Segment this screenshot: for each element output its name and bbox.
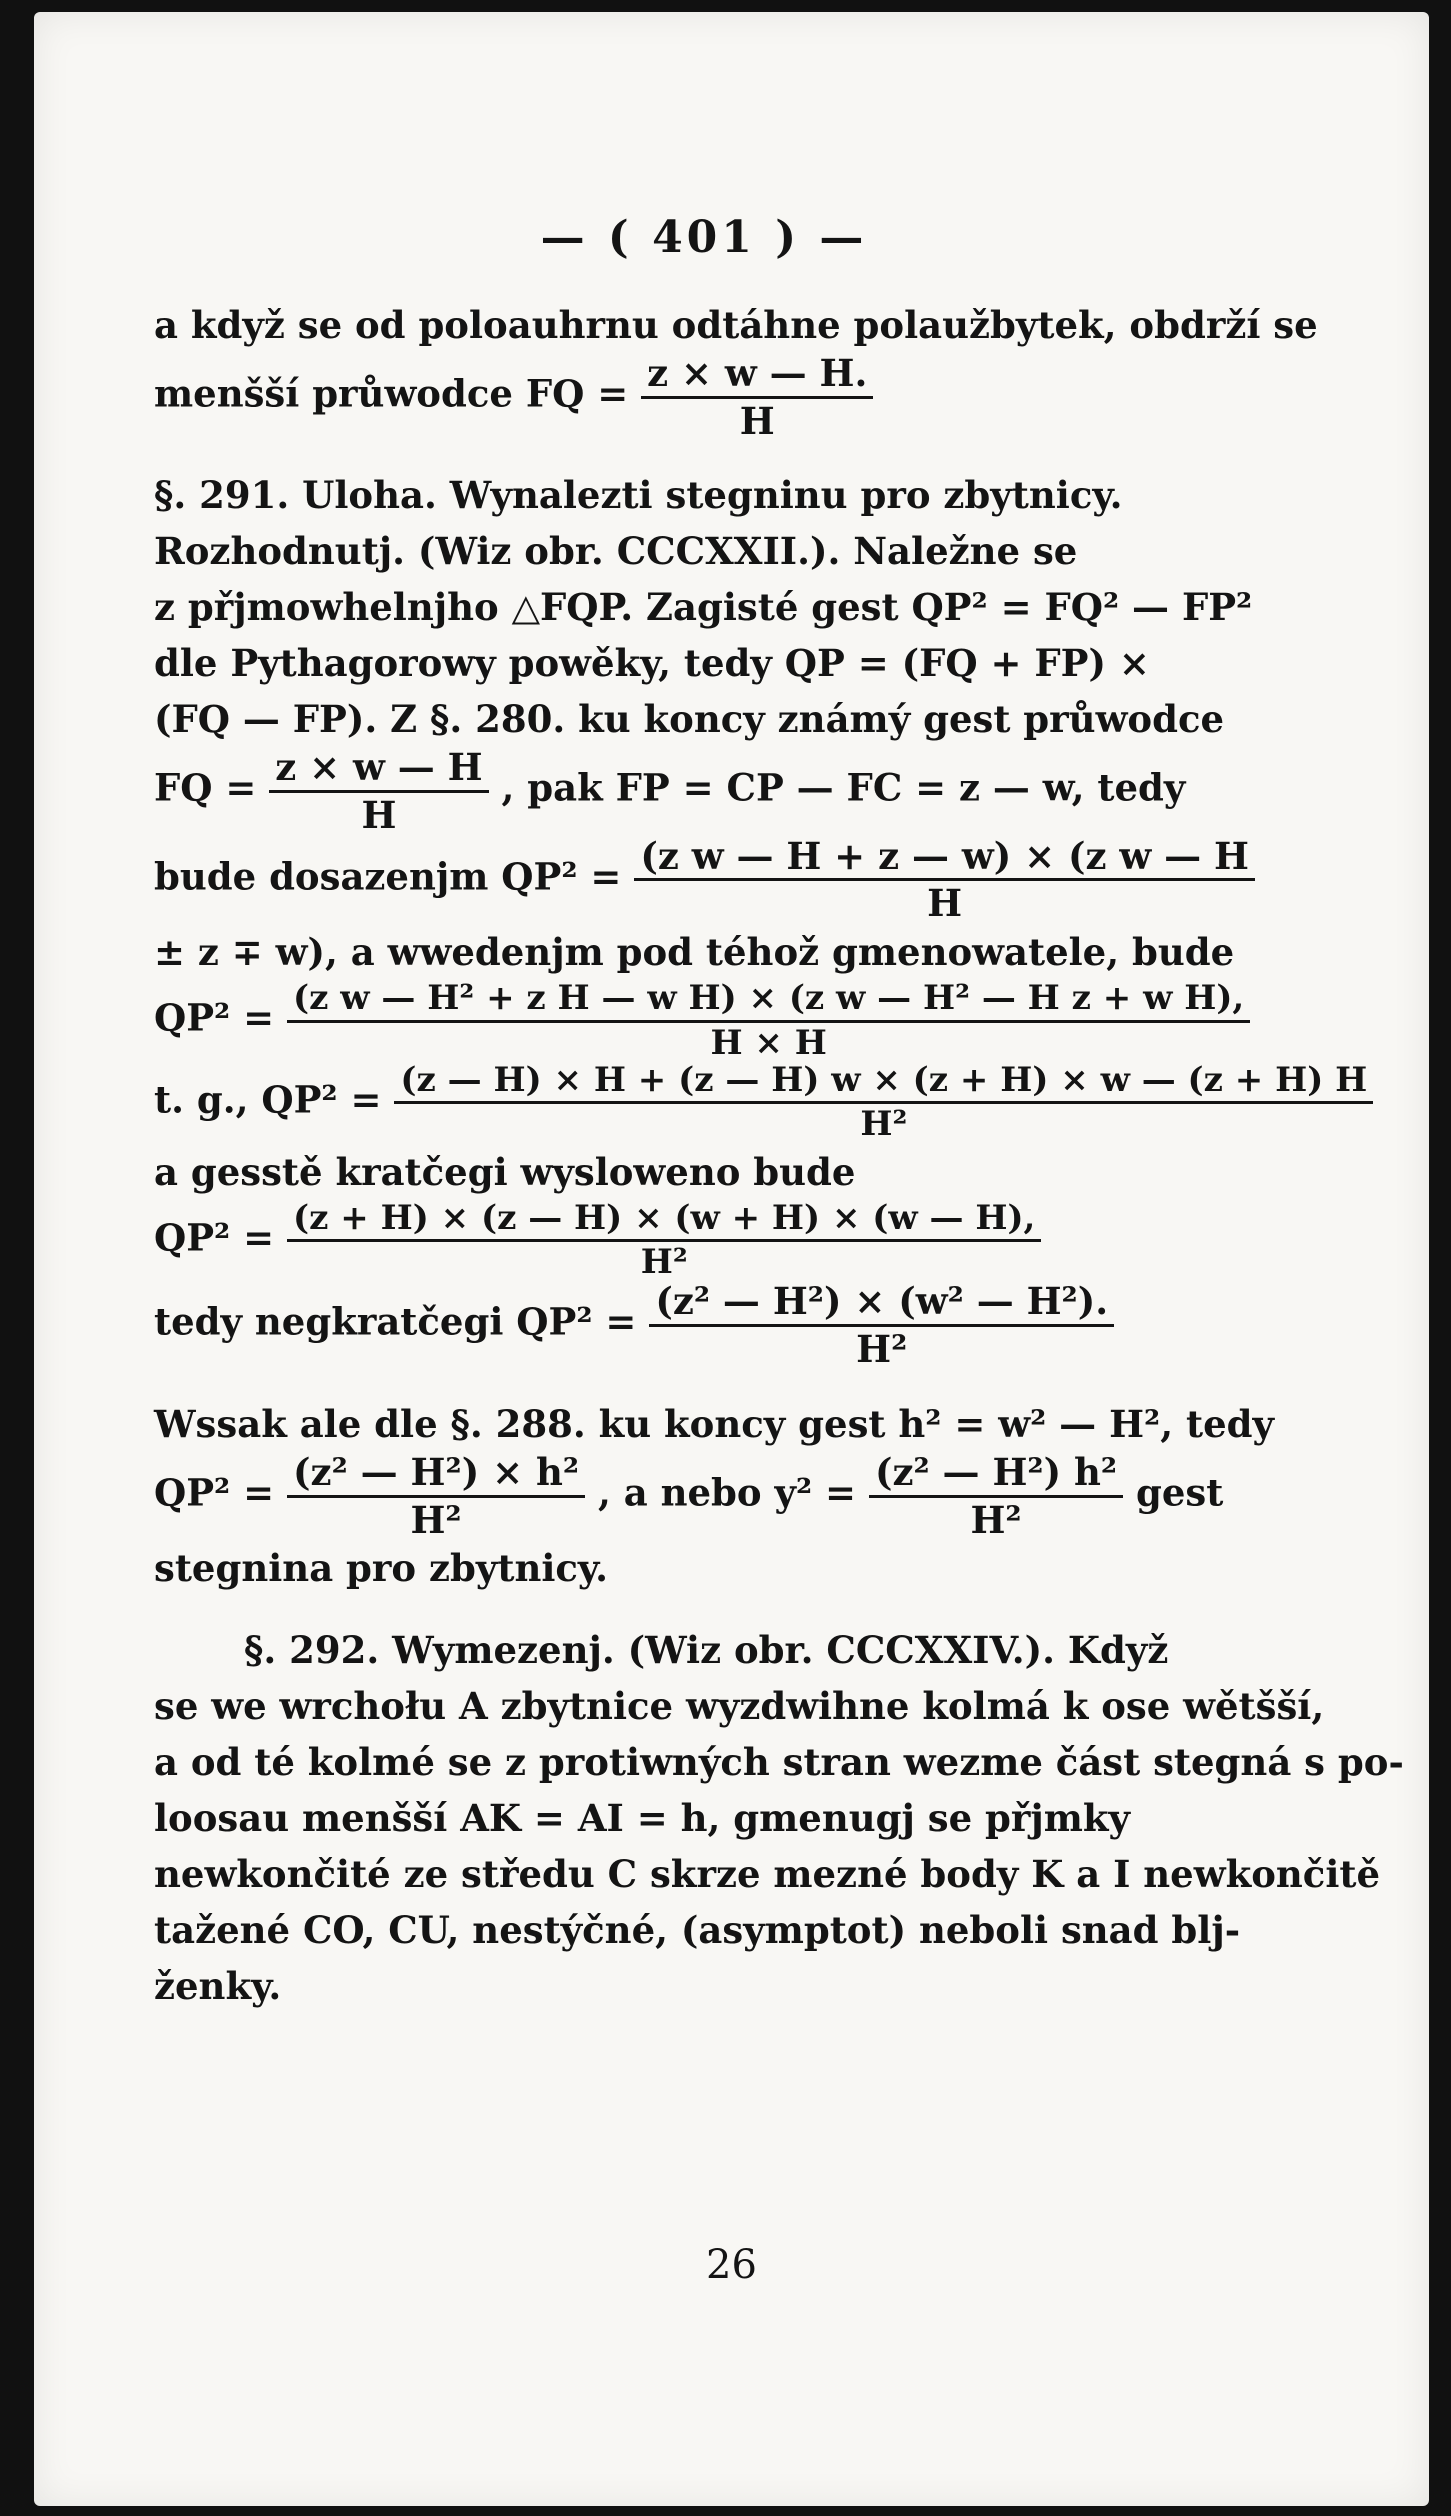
- book-page: [34, 12, 1429, 2506]
- section-heading: §. 292. Wymezenj. (Wiz obr. CCCXXIV.). Když: [244, 1628, 1169, 1673]
- numerator: (z — H) × H + (z — H) w × (z + H) × w — (z + H) H: [400, 1059, 1368, 1100]
- page-content: [154, 212, 1404, 2014]
- formula-lhs: QP² =: [516, 1300, 637, 1345]
- text-line: z přjmowhelnjho △FQP. Zagisté gest QP² = FQ² — FP²: [154, 585, 1253, 630]
- text-line: a gesstě kratčegi wyslowenо bude: [154, 1149, 856, 1194]
- text-fragment: gest: [1136, 1470, 1224, 1515]
- text-line: dle Pythagorowy powěky, tedy QP = (FQ + FP) ×: [154, 641, 1150, 686]
- denominator: H: [641, 396, 873, 442]
- fraction: [869, 1449, 1123, 1542]
- formula-line: [154, 1449, 1254, 1542]
- text-line: ± z ∓ w), a wwedenjm pod téhož gmenowatele, bude: [154, 930, 1235, 975]
- text-line: Wssak ale dle §. 288. ku koncy gest h² = w² — H², tedy: [154, 1401, 1274, 1446]
- formula-lhs: QP² =: [154, 1215, 275, 1260]
- text-line: a od té kolmé se z protiwných stran wezme část stegná s po-: [154, 1740, 1404, 1785]
- text-line: se we wrchołu A zbytnice wyzdwihne kolmá k ose wětšší,: [154, 1684, 1325, 1729]
- fraction: [287, 1449, 585, 1542]
- denominator: H × H: [287, 1020, 1250, 1062]
- formula-lhs: y² =: [774, 1470, 857, 1515]
- text-fragment: , pak FP = CP — FC = z — w, tedy: [501, 766, 1186, 811]
- text-line: a když se od poloauhrnu odtáhne polaužbytek, obdrží se: [154, 303, 1318, 347]
- formula-lhs: FQ =: [525, 371, 629, 416]
- formula-lhs: FQ =: [154, 766, 257, 811]
- section-heading: §. 291. Uloha. Wynalezti stegninu pro zbytnicy.: [154, 473, 1123, 518]
- numerator: (z w — H + z — w) × (z w — H: [640, 833, 1249, 878]
- formula-lhs: QP² =: [154, 995, 275, 1040]
- numerator: z × w — H: [275, 745, 483, 790]
- fraction: [287, 980, 1250, 1062]
- formula-line: [154, 833, 1254, 926]
- formula-line: [154, 745, 1254, 838]
- text-line: newkončité ze středu C skrze mezné body K a I newkončitě: [154, 1852, 1381, 1897]
- denominator: H²: [394, 1101, 1373, 1143]
- denominator: H: [634, 878, 1255, 924]
- formula-line: [154, 1197, 1254, 1283]
- text-fragment: menšší průwodce: [154, 371, 513, 416]
- page-number: 26: [706, 2242, 757, 2288]
- text-line: ženky.: [154, 1964, 282, 2009]
- denominator: H²: [287, 1239, 1041, 1281]
- formula-line: [154, 1279, 1254, 1372]
- text-line: stegnina pro zbytnicy.: [154, 1546, 609, 1591]
- formula-line: [154, 353, 1254, 441]
- denominator: H²: [869, 1495, 1123, 1541]
- text-fragment: tedy negkratčegi: [154, 1300, 504, 1345]
- fraction: [634, 833, 1255, 926]
- formula-line: [154, 1059, 1368, 1145]
- text-line: Rozhodnutj. (Wiz obr. CCCXXII.). Naležne se: [154, 529, 1078, 574]
- numerator: (z² — H²) × (w² — H²).: [655, 1279, 1109, 1324]
- text-line: (FQ — FP). Z §. 280. ku koncy známý gest průwodce: [154, 697, 1225, 742]
- formula-lhs: QP² =: [154, 1470, 275, 1515]
- text-line: loosau menšší AK = AI = h, gmenugj se přjmky: [154, 1796, 1131, 1841]
- fraction: [394, 1059, 1373, 1145]
- fraction: [287, 1197, 1041, 1283]
- text-fragment: , a nebo: [597, 1470, 762, 1515]
- denominator: H: [269, 790, 488, 836]
- numerator: (z + H) × (z — H) × (w + H) × (w — H),: [293, 1197, 1036, 1238]
- formula-lhs: t. g., QP² =: [154, 1077, 382, 1122]
- page-header: — ( 401 ) —: [540, 212, 868, 263]
- text-fragment: bude dosazenjm QP² =: [154, 854, 622, 899]
- numerator: z × w — H.: [647, 351, 868, 395]
- text-line: tažené CO, CU, nestýčné, (asymptot) neboli snad blj-: [154, 1908, 1241, 1953]
- denominator: H²: [287, 1495, 585, 1541]
- fraction: [269, 745, 488, 838]
- numerator: (z² — H²) × h²: [293, 1449, 580, 1494]
- denominator: H²: [649, 1324, 1114, 1370]
- numerator: (z w — H² + z H — w H) × (z w — H² — H z + w H),: [293, 978, 1245, 1019]
- fraction: [649, 1279, 1114, 1372]
- numerator: (z² — H²) h²: [874, 1449, 1118, 1494]
- fraction: [641, 353, 873, 441]
- formula-line: [154, 980, 1254, 1062]
